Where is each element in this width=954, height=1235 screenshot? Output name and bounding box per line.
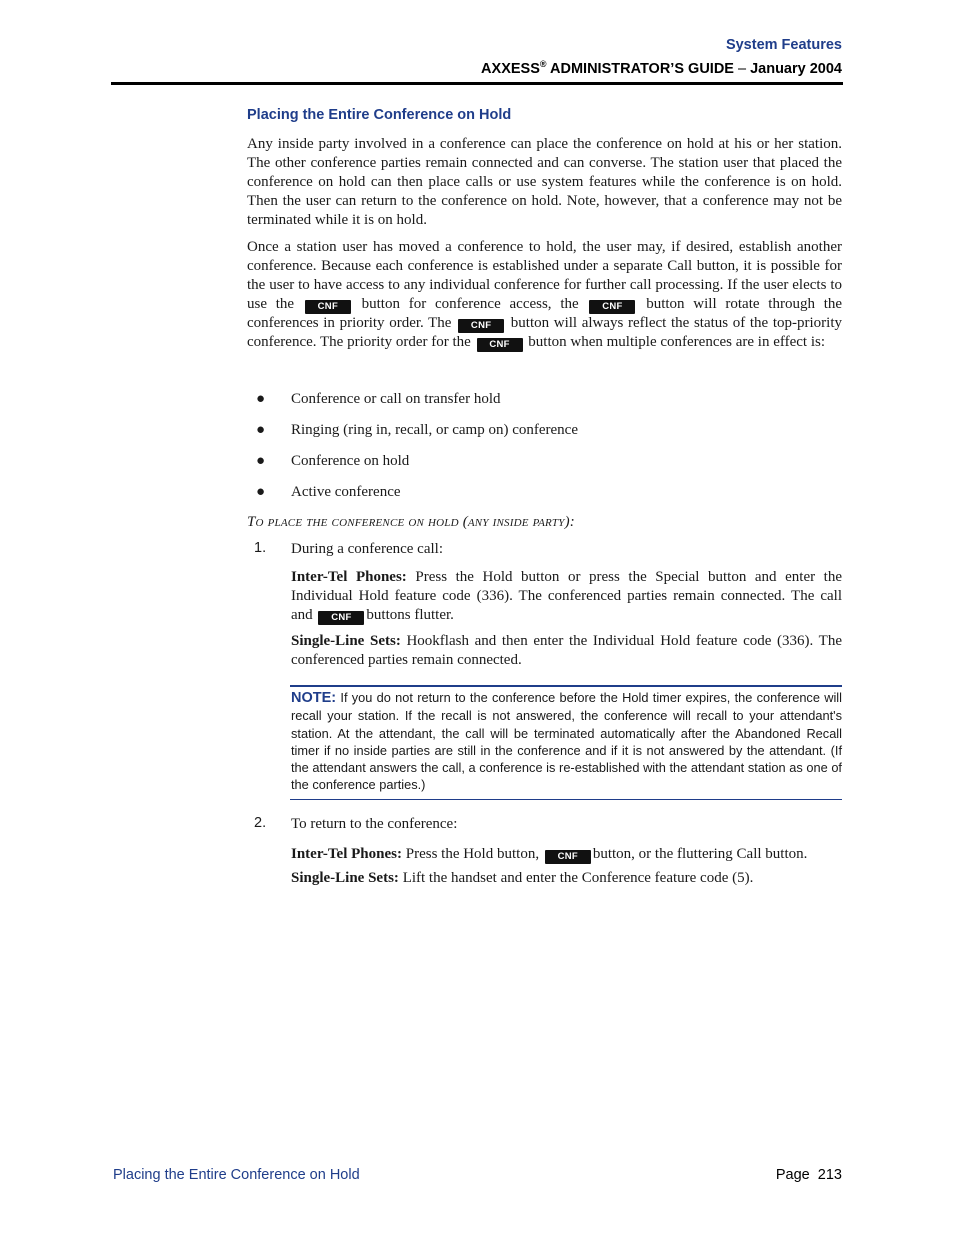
bullet-icon: ●	[256, 391, 266, 407]
bullet-icon: ●	[256, 422, 266, 438]
note-text: If you do not return to the conference before the Hold timer expires, the conference will recall your station. If the recall is not answered, the conference will recall to your attendant's station. At the attendant, the call will be terminated automatically after the Abandoned Recall timer if no inside parties are still in the conference and if it is not answered by the attendant. (If the attendant answers the call, a conference is re-established with the attendant station as one of the conference parties.)	[291, 690, 842, 793]
paragraph-priority-part3: button will rotate through the conferences in priority order. The	[247, 296, 843, 331]
cnf-key-icon: CNF	[458, 319, 504, 333]
brand-name: AXXESS	[481, 60, 540, 77]
step2-singleline-instructions: Single-Line Sets: Lift the handset and enter the Conference feature code (5).	[291, 870, 754, 886]
step2-intertel-instructions: Inter-Tel Phones: Press the Hold button, CNF button, or the fluttering Call button.	[291, 846, 808, 862]
footer-page-number: Page 213	[775, 1167, 842, 1183]
paragraph-priority	[247, 238, 842, 352]
intertel-label: Inter-Tel Phones:	[291, 846, 402, 862]
bullet-icon: ●	[256, 453, 266, 469]
cnf-key-icon: CNF	[477, 338, 523, 352]
bullet-icon: ●	[256, 484, 266, 500]
step1-singleline-instructions: Single-Line Sets: Hookflash and then enter the Individual Hold feature code (336). The conferenced parties remain connected.	[291, 633, 842, 668]
cnf-key-icon: CNF	[305, 300, 351, 314]
singleline-label: Single-Line Sets:	[291, 870, 399, 886]
section-heading: Placing the Entire Conference on Hold	[247, 107, 512, 123]
guide-title: ADMINISTRATOR’S GUIDE	[546, 60, 734, 77]
paragraph-priority-part5: button when multiple conferences are in effect is:	[528, 334, 825, 350]
step1-intertel-instructions: Inter-Tel Phones: Press the Hold button or press the Special button and enter the Individual Hold feature code (336). The conferenced parties remain connected. The call and CNF buttons flutter.	[291, 569, 842, 623]
singleline-label: Single-Line Sets:	[291, 633, 401, 649]
note-label: NOTE:	[291, 690, 337, 706]
cnf-key-icon: CNF	[318, 611, 364, 625]
header-dash: –	[733, 60, 751, 77]
step-number: 1.	[254, 540, 267, 556]
note-top-rule	[290, 685, 842, 687]
running-header-section: System Features	[725, 37, 842, 53]
note-bottom-rule	[290, 799, 842, 800]
step-text: During a conference call:	[291, 541, 443, 557]
step-text: To return to the conference:	[291, 816, 458, 832]
cnf-key-icon: CNF	[545, 850, 591, 864]
header-rule	[111, 82, 843, 85]
paragraph-priority-part4: button will always reflect the status of the top-priority conference. The priority order for the	[247, 315, 843, 350]
header-date: January 2004	[750, 60, 842, 77]
running-header-guide	[481, 59, 842, 77]
step-number: 2.	[254, 815, 267, 831]
intertel-label: Inter-Tel Phones:	[291, 569, 407, 585]
paragraph-priority-part1: Once a station user has moved a conference to hold, the user may, if desired, establish another conference. Because each conference is established under a separate Call button, it is possible for the user to have access to any individual conference for further call processing. If the user elects to use the	[247, 239, 842, 312]
note-box	[291, 689, 842, 794]
paragraph-priority-part2: button for conference access, the	[361, 296, 579, 312]
paragraph-intro: Any inside party involved in a conference can place the conference on hold at his or her station. The other conference parties remain connected and can converse. The station user that placed the conference on hold can then place calls or use system features while the conference is on hold. Then the user can return to the conference on hold. Note, however, that a conference may not be terminated while it is on hold.	[247, 136, 842, 228]
registered-mark: ®	[539, 59, 547, 69]
procedure-title: To place the conference on hold (any inside party):	[247, 514, 575, 530]
footer-section-title: Placing the Entire Conference on Hold	[113, 1167, 360, 1183]
cnf-key-icon: CNF	[589, 300, 635, 314]
